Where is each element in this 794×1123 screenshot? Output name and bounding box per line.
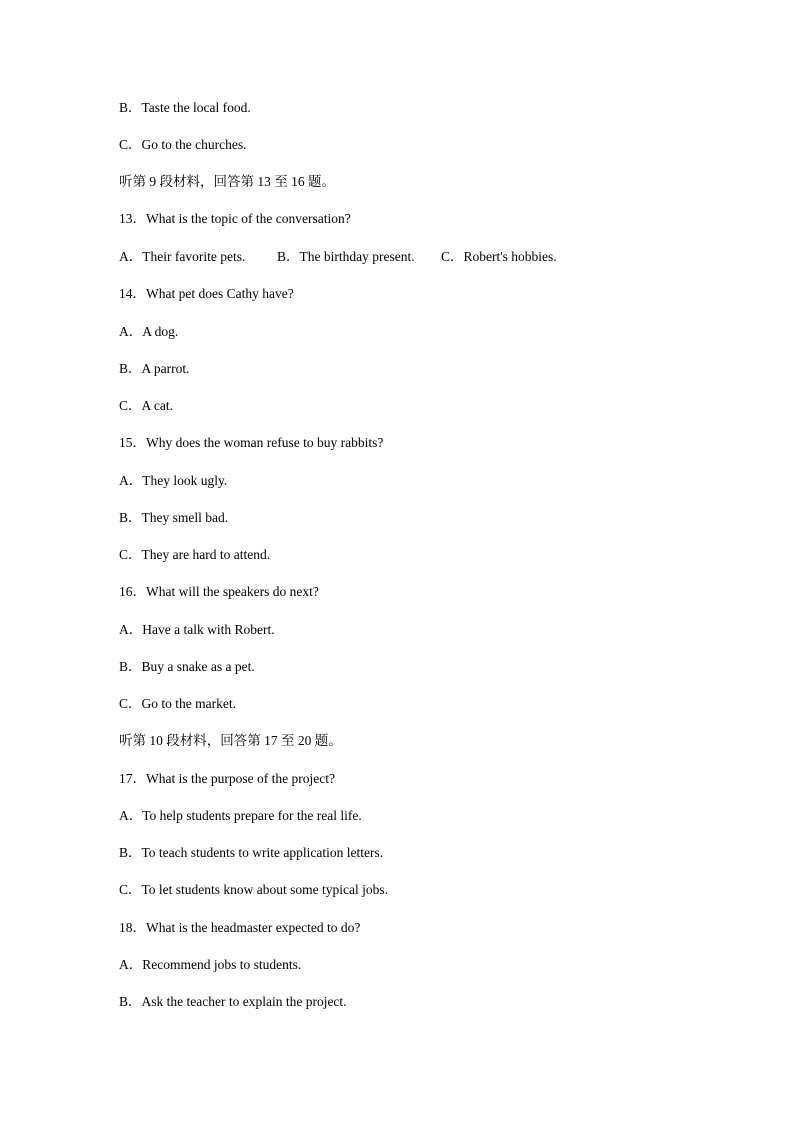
q12-option-c: C．Go to the churches.: [119, 137, 247, 152]
q17-option-b: B．To teach students to write application letters.: [119, 845, 384, 860]
question-16: 16．What will the speakers do next?: [119, 584, 319, 599]
question-18: 18．What is the headmaster expected to do?: [119, 920, 361, 935]
q17-option-c: C．To let students know about some typical jobs.: [119, 882, 389, 897]
q16-option-c: C．Go to the market.: [119, 696, 236, 711]
question-15: 15．Why does the woman refuse to buy rabbits?: [119, 435, 384, 450]
q13-option-a: A．Their favorite pets.: [119, 249, 246, 264]
q12-option-b: B．Taste the local food.: [119, 100, 251, 115]
q16-option-b: B．Buy a snake as a pet.: [119, 659, 255, 674]
q14-option-a: A．A dog.: [119, 324, 179, 339]
q17-option-a: A．To help students prepare for the real life.: [119, 808, 362, 823]
q13-option-c: C．Robert's hobbies.: [441, 249, 557, 264]
q15-option-b: B．They smell bad.: [119, 510, 229, 525]
q14-option-c: C．A cat.: [119, 398, 173, 413]
question-14: 14．What pet does Cathy have?: [119, 286, 294, 301]
q14-option-b: B．A parrot.: [119, 361, 190, 376]
question-17: 17．What is the purpose of the project?: [119, 771, 335, 786]
q16-option-a: A．Have a talk with Robert.: [119, 622, 275, 637]
q15-option-c: C．They are hard to attend.: [119, 547, 271, 562]
q18-option-b: B．Ask the teacher to explain the project.: [119, 994, 347, 1009]
q18-option-a: A．Recommend jobs to students.: [119, 957, 302, 972]
q13-option-b: B．The birthday present.: [277, 249, 415, 264]
question-13: 13．What is the topic of the conversation?: [119, 211, 351, 226]
section-9-instruction: 听第 9 段材料，回答第 13 至 16 题。: [119, 174, 335, 189]
section-10-instruction: 听第 10 段材料，回答第 17 至 20 题。: [119, 733, 342, 748]
q15-option-a: A．They look ugly.: [119, 473, 228, 488]
